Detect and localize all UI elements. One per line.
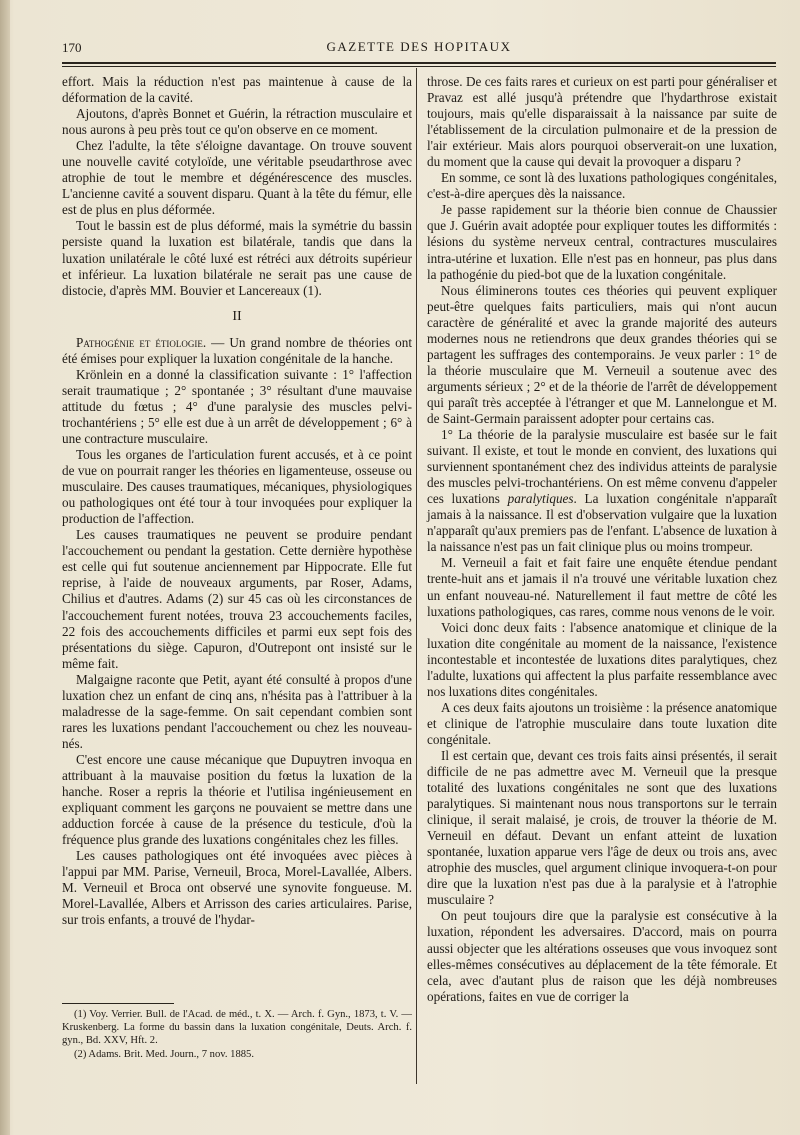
- paragraph: Je passe rapidement sur la théorie bien connue de Chaussier que J. Guérin avait adoptée pour expliquer toutes les difformités : lésions du système nerveux central, contractures musculaires intra-utérine et luxation. Elle n'est pas en honneur, pas plus dans la pathogénie du pied-bot que de la luxation congénitale.: [427, 202, 777, 282]
- header-rule-thin: [62, 66, 776, 67]
- paragraph: Tous les organes de l'articulation furent accusés, et à ce point de vue on pourrait ranger les théories en ligamenteuse, osseuse ou musculaire. Des causes traumatiques, mécaniques, physiologiques ou pathologiques ont été tour à tour invoquées pour expliquer la production de l'affection.: [62, 447, 412, 527]
- header-rule-thick: [62, 62, 776, 64]
- paragraph: Malgaigne raconte que Petit, ayant été consulté à propos d'une luxation chez un enfant de cinq ans, n'hésita pas à l'attribuer à la maladresse de la sage-femme. On sait cependant combien sont rares les luxations pendant l'accouchement ou chez les nouveau-nés.: [62, 671, 412, 751]
- footnotes: [62, 1008, 412, 1061]
- section-heading: II: [232, 308, 242, 324]
- paragraph-text: . La luxation congénitale n'apparaît jamais à la naissance. Il est d'observation vulgaire que la luxation n'apparaît qu'aux premiers pas de l'enfant. L'absence de luxation à la naissance n'est pas un fait clinique plus ou moins trompeur.: [427, 491, 777, 555]
- paragraph: Les causes traumatiques ne peuvent se produire pendant l'accouchement ou pendant la gestation. Cette dernière hypothèse est celle qui fut soutenue anciennement par Hippocrate. Elle fut reprise, à l'aide de nouveaux arguments, par Roser, Adams, Chilius et d'autres. Adams (2) sur 45 cas où les circonstances de l'accouchement furent notées, trouva 23 accouchements faciles, 22 fois des accouchements difficiles et parmi eux sept fois des présentations du siège. Capuron, d'Outrepont ont insisté sur le même fait.: [62, 527, 412, 671]
- paragraph: On peut toujours dire que la paralysie est consécutive à la luxation, répondent les adversaires. D'accord, mais on pourra aussi objecter que les altérations osseuses que vous invoquez sont elles-mêmes consécutives au déplacement de la tête fémorale. Et cela, avec d'autant plus de raison que les déjà nombreuses opérations, faites en vue de corriger la: [427, 908, 777, 1004]
- footnote: (2) Adams. Brit. Med. Journ., 7 nov. 1885.: [74, 1048, 254, 1060]
- journal-title: GAZETTE DES HOPITAUX: [326, 39, 512, 54]
- subsection-title: Pathogénie et étiologie.: [76, 334, 207, 350]
- footnote-rule: [62, 1003, 174, 1004]
- paragraph: Chez l'adulte, la tête s'éloigne davantage. On trouve souvent une nouvelle cavité cotyloïde, une véritable pseudarthrose avec atrophie de tout le membre et dégénérescence des muscles. L'ancienne cavité a souvent disparu. Quant à la tête du fémur, elle est de plus en plus déformée.: [62, 138, 412, 218]
- paragraph: Ajoutons, d'après Bonnet et Guérin, la rétraction musculaire et nous aurons à peu près tout ce qu'on observe en ce moment.: [62, 106, 412, 138]
- page-header: [62, 36, 776, 60]
- paragraph: throse. De ces faits rares et curieux on est parti pour généraliser et Pravaz est allé jusqu'à prétendre que l'hydarthrose existait toujours, mais qu'elle disparaissait à la naissance par suite de l'établissement de la circulation pulmonaire et de la pression de l'air extérieur. Mais alors pourquoi observerait-on une luxation, du moment que la cause qui devait la provoquer a disparu ?: [427, 74, 777, 170]
- paragraph: C'est encore une cause mécanique que Dupuytren invoqua en attribuant à la mauvaise position du fœtus la luxation de la hanche. Roser a repris la théorie et l'utilisa ingénieusement en expliquant comment les garçons ne pouvaient se mettre dans une adduction forcée à cause de la présence du testicule, d'où la fréquence plus grande des luxations congénitales chez les filles.: [62, 751, 412, 848]
- right-column: [427, 74, 777, 1005]
- paragraph-text: 1° La théorie de la paralysie musculaire est basée sur le fait suivant. Il existe, et tout le monde en convient, des luxations qui surviennent spontanément chez des individus atteints de paralysie des muscles pelvi-trochantériens. On est même convenu d'appeler ces luxations: [427, 427, 777, 507]
- footnote: (1) Voy. Verrier. Bull. de l'Acad. de méd., t. X. — Arch. f. Gyn., 1873, t. V. — Kruskenberg. La forme du bassin dans la luxation congénitale, Deuts. Arch. f. gyn., Bd. XXV, Hft. 2.: [62, 1009, 412, 1047]
- paragraph: [427, 427, 777, 555]
- paragraph: Nous éliminerons toutes ces théories qui peuvent expliquer peut-être quelques faits particuliers, mais qui n'ont aucun caractère de généralité et avec la grande majorité des auteurs modernes nous ne retiendrons que deux grandes théories qui se partagent les suffrages des contemporains. Je veux parler : 1° de la théorie musculaire que M. Verneuil a soutenue avec des arguments sérieux ; 2° et de la théorie de l'arrêt de développement qui paraît très acceptée à l'étranger et que M. Lannelongue et M. de Saint-Germain paraissent adopter pour certains cas.: [427, 282, 777, 426]
- page-binding-edge: [0, 0, 10, 1135]
- paragraph: En somme, ce sont là des luxations pathologiques congénitales, c'est-à-dire aperçues dès la naissance.: [427, 170, 777, 202]
- paragraph-text: — Un grand nombre de théories ont été émises pour expliquer la luxation congénitale de la hanche.: [62, 334, 412, 366]
- paragraph: Les causes pathologiques ont été invoquées avec pièces à l'appui par MM. Parise, Verneuil, Broca, Morel-Lavallée, Albers. M. Verneuil et Broca ont observé une synovite fongueuse. M. Morel-Lavallée, Albers et Arrisson des caries articulaires. Parise, sur trois enfants, a trouvé de l'hydar-: [62, 848, 412, 928]
- paragraph: Voici donc deux faits : l'absence anatomique et clinique de la luxation dite congénitale au moment de la naissance, l'existence incontestable et incontestée de luxations dites paralytiques, chez l'adulte, luxations qui affectent la plus parfaite ressemblance avec nos luxations dites congénitales.: [427, 619, 777, 699]
- italic-term: paralytiques: [507, 491, 574, 507]
- paragraph: Krönlein en a donné la classification suivante : 1° l'affection serait traumatique ; 2° spontanée ; 3° résultant d'une mauvaise attitude du fœtus ; 4° d'une paralysie des muscles pelvi-trochantériens ; 5° elle est due à un arrêt de développement ; 6° à une contracture musculaire.: [62, 366, 412, 446]
- paragraph: M. Verneuil a fait et fait faire une enquête étendue pendant trente-huit ans et jamais il n'a trouvé une véritable luxation chez un enfant nouveau-né. Naturellement il faut mettre de côté les luxations pathologiques, cas rares, comme nous venons de le voir.: [427, 555, 777, 619]
- column-divider: [416, 68, 417, 1084]
- page-number: 170: [62, 40, 82, 55]
- paragraph: Tout le bassin est de plus déformé, mais la symétrie du bassin persiste quand la luxation est bilatérale, tandis que dans la luxation unilatérale le côté luxé est rétréci aux détroits supérieur et inférieur. La luxation bilatérale ne serait pas une cause de distocie, d'après MM. Bouvier et Lancereaux (1).: [62, 218, 412, 298]
- paragraph: A ces deux faits ajoutons un troisième : la présence anatomique et clinique de l'atrophie musculaire dans toute luxation dite congénitale.: [427, 699, 777, 747]
- paragraph: effort. Mais la réduction n'est pas maintenue à cause de la déformation de la cavité.: [62, 74, 412, 106]
- left-column: [62, 74, 412, 928]
- paragraph: Il est certain que, devant ces trois faits ainsi présentés, il serait difficile de ne pas admettre avec M. Verneuil que la presque totalité des luxations congénitales ne sont que des luxations paralytiques. Si maintenant nous nous transportons sur le terrain clinique, il serait malaisé, je crois, de trouver la théorie de M. Verneuil en défaut. Devant un enfant atteint de luxation spontanée, luxation apparue vers l'âge de deux ou trois ans, avec atrophie des muscles, quel argument clinique invoquera-t-on pour dire que la luxation n'est pas due à la paralysie et à l'atrophie musculaire ?: [427, 747, 777, 908]
- paragraph: [62, 335, 412, 367]
